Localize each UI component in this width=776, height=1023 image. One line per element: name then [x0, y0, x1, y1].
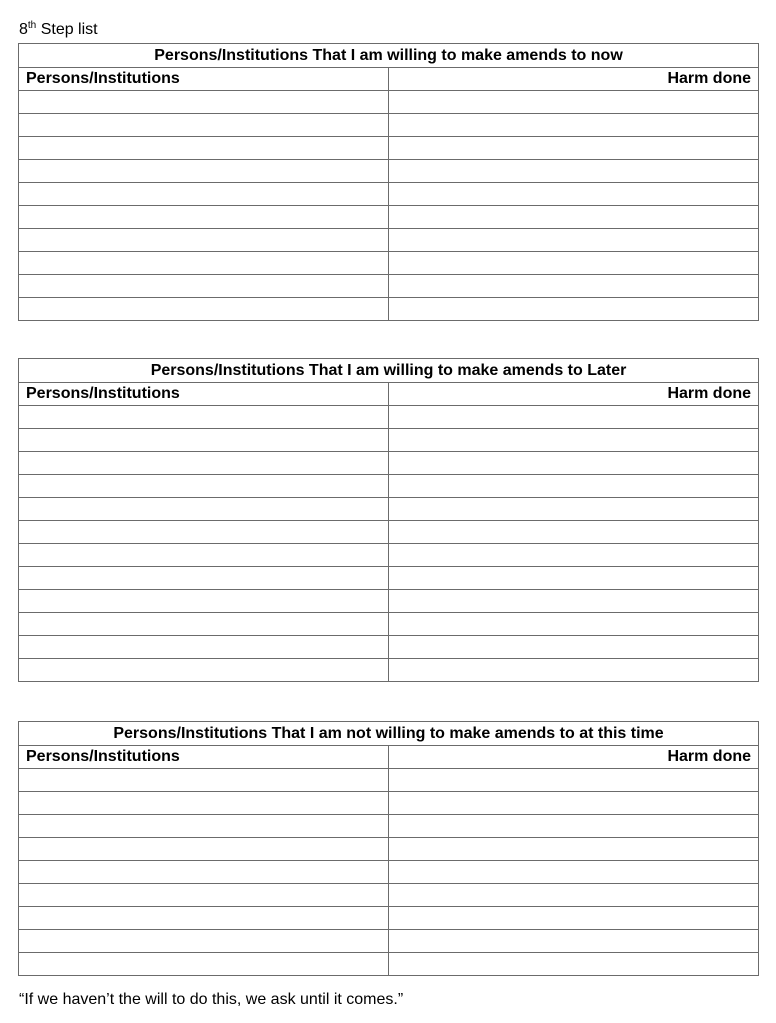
person-cell[interactable] — [19, 498, 389, 521]
table-row — [19, 452, 759, 475]
amends-later-table — [18, 358, 759, 682]
harm-cell[interactable] — [389, 953, 759, 976]
person-cell[interactable] — [19, 769, 389, 792]
person-cell[interactable] — [19, 298, 389, 321]
column-header-persons: Persons/Institutions — [19, 68, 389, 91]
table-row — [19, 861, 759, 884]
harm-cell[interactable] — [389, 229, 759, 252]
person-cell[interactable] — [19, 206, 389, 229]
person-cell[interactable] — [19, 183, 389, 206]
column-header-harm: Harm done — [389, 383, 759, 406]
person-cell[interactable] — [19, 229, 389, 252]
harm-cell[interactable] — [389, 884, 759, 907]
table-row — [19, 160, 759, 183]
person-cell[interactable] — [19, 406, 389, 429]
harm-cell[interactable] — [389, 792, 759, 815]
table-row — [19, 183, 759, 206]
harm-cell[interactable] — [389, 114, 759, 137]
person-cell[interactable] — [19, 475, 389, 498]
harm-cell[interactable] — [389, 298, 759, 321]
person-cell[interactable] — [19, 815, 389, 838]
table-row — [19, 907, 759, 930]
amends-now-table — [18, 43, 759, 321]
table-row — [19, 544, 759, 567]
harm-cell[interactable] — [389, 521, 759, 544]
person-cell[interactable] — [19, 659, 389, 682]
harm-cell[interactable] — [389, 861, 759, 884]
table-caption-row — [19, 44, 759, 68]
harm-cell[interactable] — [389, 590, 759, 613]
table-row — [19, 769, 759, 792]
amends-not-willing-table — [18, 721, 759, 976]
harm-cell[interactable] — [389, 137, 759, 160]
table-row — [19, 590, 759, 613]
table-row — [19, 114, 759, 137]
harm-cell[interactable] — [389, 907, 759, 930]
table-header-row — [19, 68, 759, 91]
person-cell[interactable] — [19, 91, 389, 114]
table-header-row — [19, 746, 759, 769]
person-cell[interactable] — [19, 838, 389, 861]
table-row — [19, 406, 759, 429]
person-cell[interactable] — [19, 907, 389, 930]
footer-quote: “If we haven’t the will to do this, we ask until it comes.” — [19, 991, 404, 1008]
table-row — [19, 792, 759, 815]
harm-cell[interactable] — [389, 252, 759, 275]
person-cell[interactable] — [19, 544, 389, 567]
person-cell[interactable] — [19, 884, 389, 907]
table-row — [19, 429, 759, 452]
harm-cell[interactable] — [389, 930, 759, 953]
person-cell[interactable] — [19, 521, 389, 544]
table-row — [19, 252, 759, 275]
harm-cell[interactable] — [389, 498, 759, 521]
table-header-row — [19, 383, 759, 406]
harm-cell[interactable] — [389, 275, 759, 298]
column-header-persons: Persons/Institutions — [19, 383, 389, 406]
harm-cell[interactable] — [389, 567, 759, 590]
column-header-persons: Persons/Institutions — [19, 746, 389, 769]
amends-not-willing-body — [19, 722, 759, 976]
harm-cell[interactable] — [389, 475, 759, 498]
harm-cell[interactable] — [389, 659, 759, 682]
table-row — [19, 498, 759, 521]
harm-cell[interactable] — [389, 838, 759, 861]
person-cell[interactable] — [19, 861, 389, 884]
amends-later-body — [19, 359, 759, 682]
person-cell[interactable] — [19, 114, 389, 137]
title-text: Step list — [36, 21, 98, 38]
title-ordinal-suffix: th — [27, 20, 37, 31]
table-row — [19, 659, 759, 682]
table-row — [19, 636, 759, 659]
table-row — [19, 953, 759, 976]
table-row — [19, 229, 759, 252]
harm-cell[interactable] — [389, 183, 759, 206]
column-header-harm: Harm done — [389, 68, 759, 91]
table-row — [19, 521, 759, 544]
person-cell[interactable] — [19, 590, 389, 613]
person-cell[interactable] — [19, 429, 389, 452]
harm-cell[interactable] — [389, 452, 759, 475]
harm-cell[interactable] — [389, 613, 759, 636]
person-cell[interactable] — [19, 613, 389, 636]
person-cell[interactable] — [19, 452, 389, 475]
person-cell[interactable] — [19, 930, 389, 953]
table-caption-row — [19, 359, 759, 383]
person-cell[interactable] — [19, 275, 389, 298]
harm-cell[interactable] — [389, 544, 759, 567]
person-cell[interactable] — [19, 137, 389, 160]
harm-cell[interactable] — [389, 769, 759, 792]
table-row — [19, 298, 759, 321]
harm-cell[interactable] — [389, 406, 759, 429]
column-header-harm: Harm done — [389, 746, 759, 769]
person-cell[interactable] — [19, 636, 389, 659]
table-caption: Persons/Institutions That I am willing to make amends to Later — [19, 359, 759, 383]
harm-cell[interactable] — [389, 91, 759, 114]
table-row — [19, 137, 759, 160]
table-caption-row — [19, 722, 759, 746]
table-row — [19, 930, 759, 953]
amends-now-body — [19, 44, 759, 321]
table-caption: Persons/Institutions That I am willing to make amends to now — [19, 44, 759, 68]
person-cell[interactable] — [19, 252, 389, 275]
harm-cell[interactable] — [389, 206, 759, 229]
harm-cell[interactable] — [389, 429, 759, 452]
harm-cell[interactable] — [389, 815, 759, 838]
title-number: 8 — [19, 21, 28, 38]
table-caption: Persons/Institutions That I am not willing to make amends to at this time — [19, 722, 759, 746]
harm-cell[interactable] — [389, 636, 759, 659]
table-row — [19, 815, 759, 838]
table-row — [19, 838, 759, 861]
table-row — [19, 567, 759, 590]
table-row — [19, 275, 759, 298]
table-row — [19, 613, 759, 636]
page-title — [19, 20, 98, 40]
table-row — [19, 884, 759, 907]
person-cell[interactable] — [19, 160, 389, 183]
person-cell[interactable] — [19, 567, 389, 590]
table-row — [19, 475, 759, 498]
table-row — [19, 206, 759, 229]
person-cell[interactable] — [19, 792, 389, 815]
person-cell[interactable] — [19, 953, 389, 976]
harm-cell[interactable] — [389, 160, 759, 183]
table-row — [19, 91, 759, 114]
